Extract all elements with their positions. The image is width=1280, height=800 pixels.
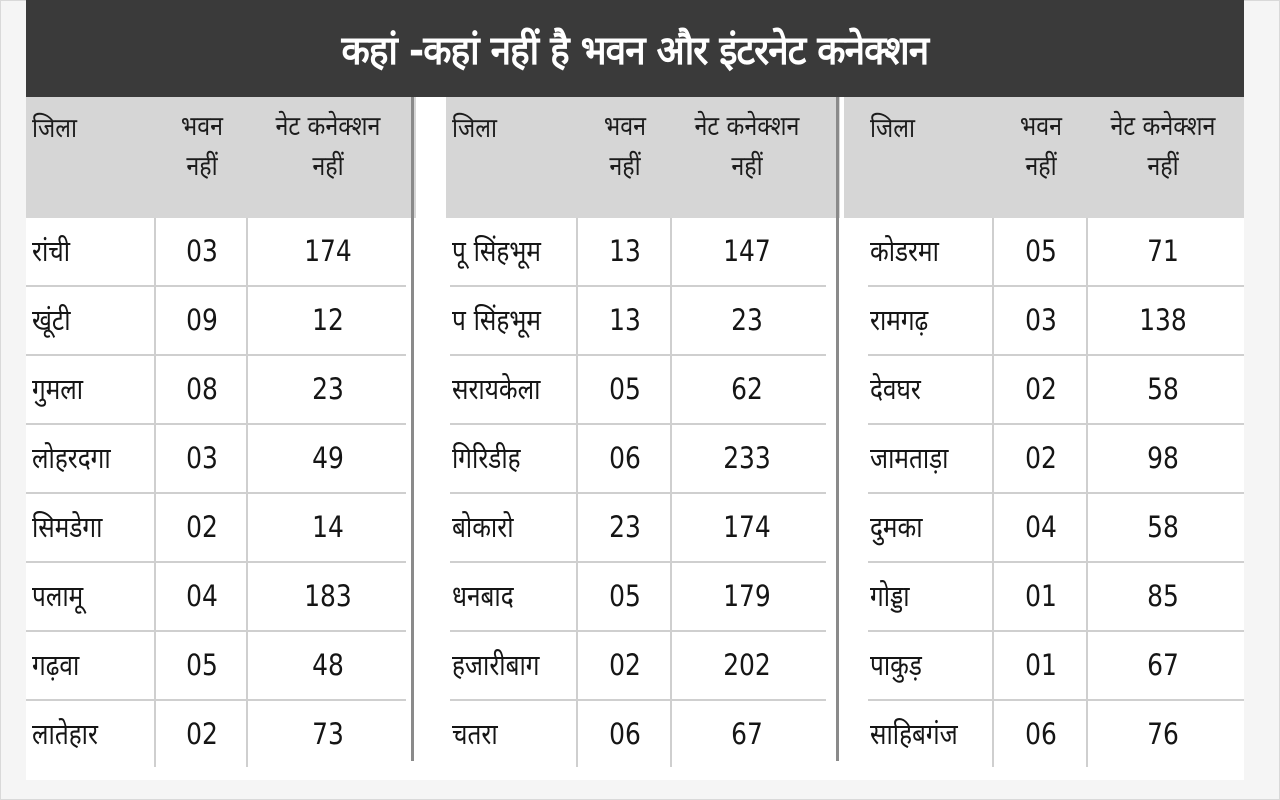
no-net-count: 98 <box>1147 441 1179 475</box>
district-name: दुमका <box>870 510 923 544</box>
table-row <box>26 563 406 632</box>
no-net-count: 174 <box>723 510 771 544</box>
district-name: पू सिंहभूम <box>452 234 541 268</box>
table-row <box>450 287 826 356</box>
no-net-count: 73 <box>312 717 344 751</box>
header-district: जिला <box>452 113 498 144</box>
title-bar <box>26 0 1244 97</box>
no-building-count: 06 <box>609 441 641 475</box>
district-name: देवघर <box>870 372 921 406</box>
table-row <box>26 425 406 494</box>
no-net-count: 67 <box>1147 648 1179 682</box>
header-building-line2: नहीं <box>1025 151 1057 182</box>
no-building-count: 02 <box>186 717 218 751</box>
table-row <box>450 218 826 287</box>
no-net-count: 76 <box>1147 717 1179 751</box>
district-name: सरायकेला <box>452 372 541 406</box>
table-row <box>868 494 1244 563</box>
no-net-count: 62 <box>731 372 763 406</box>
district-name: रांची <box>32 234 71 268</box>
district-name: गिरिडीह <box>452 441 521 475</box>
table-row <box>450 701 826 770</box>
table-row <box>26 494 406 563</box>
no-net-count: 48 <box>312 648 344 682</box>
district-name: खूंटी <box>32 303 71 337</box>
table-header <box>446 97 840 218</box>
header-building-line2: नहीं <box>186 151 218 182</box>
page-title: कहां -कहां नहीं है भवन और इंटरनेट कनेक्शन <box>341 28 929 74</box>
no-building-count: 05 <box>609 372 641 406</box>
no-building-count: 03 <box>186 441 218 475</box>
no-building-count: 05 <box>186 648 218 682</box>
panel-divider <box>411 97 414 761</box>
panel-divider <box>836 97 839 761</box>
district-name: धनबाद <box>452 579 514 613</box>
no-building-count: 05 <box>1025 234 1057 268</box>
no-building-count: 23 <box>609 510 641 544</box>
district-name: कोडरमा <box>870 234 939 268</box>
header-building-line1: भवन <box>603 111 647 142</box>
table-row <box>868 356 1244 425</box>
no-net-count: 14 <box>312 510 344 544</box>
no-net-count: 23 <box>312 372 344 406</box>
table-row <box>26 356 406 425</box>
table-row <box>26 632 406 701</box>
no-net-count: 183 <box>304 579 352 613</box>
header-building-line2: नहीं <box>609 151 641 182</box>
header-net-line1: नेट कनेक्शन <box>275 111 381 142</box>
no-net-count: 67 <box>731 717 763 751</box>
no-building-count: 08 <box>186 372 218 406</box>
header-net-line1: नेट कनेक्शन <box>1110 111 1216 142</box>
district-name: पाकुड़ <box>870 648 922 682</box>
table-body <box>26 218 406 770</box>
table-body <box>450 218 826 770</box>
no-building-count: 03 <box>1025 303 1057 337</box>
district-name: गोड्डा <box>870 579 910 613</box>
no-net-count: 138 <box>1139 303 1187 337</box>
header-net-line2: नहीं <box>731 151 763 182</box>
district-name: गुमला <box>32 372 84 406</box>
table-row <box>868 563 1244 632</box>
district-name: रामगढ़ <box>870 303 929 337</box>
no-building-count: 05 <box>609 579 641 613</box>
table-panel <box>26 97 416 767</box>
district-name: बोकारो <box>452 510 514 544</box>
no-building-count: 01 <box>1025 579 1057 613</box>
table-row <box>450 563 826 632</box>
table-row <box>450 632 826 701</box>
table-row <box>26 218 406 287</box>
no-building-count: 02 <box>1025 441 1057 475</box>
table-row <box>868 632 1244 701</box>
table-row <box>868 701 1244 770</box>
no-building-count: 06 <box>609 717 641 751</box>
district-name: लोहरदगा <box>32 441 111 475</box>
header-net-line1: नेट कनेक्शन <box>694 111 800 142</box>
no-net-count: 71 <box>1147 234 1179 268</box>
table-row <box>450 356 826 425</box>
no-net-count: 58 <box>1147 510 1179 544</box>
no-building-count: 01 <box>1025 648 1057 682</box>
header-building-line1: भवन <box>1019 111 1063 142</box>
table-row <box>26 701 406 770</box>
district-name: जामताड़ा <box>870 441 949 475</box>
header-net-line2: नहीं <box>1147 151 1179 182</box>
no-net-count: 174 <box>304 234 352 268</box>
no-building-count: 02 <box>609 648 641 682</box>
no-net-count: 49 <box>312 441 344 475</box>
district-name: हजारीबाग <box>452 648 540 682</box>
table-row <box>26 287 406 356</box>
table-row <box>450 494 826 563</box>
no-net-count: 147 <box>723 234 771 268</box>
district-name: चतरा <box>452 717 498 751</box>
no-building-count: 03 <box>186 234 218 268</box>
no-building-count: 13 <box>609 234 641 268</box>
district-name: लातेहार <box>32 717 98 751</box>
no-building-count: 13 <box>609 303 641 337</box>
district-name: गढ़वा <box>32 648 80 682</box>
no-net-count: 233 <box>723 441 771 475</box>
no-net-count: 85 <box>1147 579 1179 613</box>
district-name: प सिंहभूम <box>452 303 541 337</box>
no-building-count: 04 <box>1025 510 1057 544</box>
no-building-count: 06 <box>1025 717 1057 751</box>
table-row <box>450 425 826 494</box>
no-net-count: 23 <box>731 303 763 337</box>
no-net-count: 58 <box>1147 372 1179 406</box>
no-building-count: 02 <box>1025 372 1057 406</box>
no-net-count: 12 <box>312 303 344 337</box>
table-row <box>868 287 1244 356</box>
table-row <box>868 425 1244 494</box>
district-name: पलामू <box>32 579 84 613</box>
district-name: सिमडेगा <box>32 510 103 544</box>
no-net-count: 202 <box>723 648 771 682</box>
table-header <box>844 97 1244 218</box>
header-building-line1: भवन <box>180 111 224 142</box>
no-building-count: 02 <box>186 510 218 544</box>
district-name: साहिबगंज <box>870 717 958 751</box>
no-building-count: 04 <box>186 579 218 613</box>
table-panel <box>416 97 840 767</box>
table-header <box>26 97 416 218</box>
no-net-count: 179 <box>723 579 771 613</box>
table-row <box>868 218 1244 287</box>
header-net-line2: नहीं <box>312 151 344 182</box>
table-panel <box>840 97 1244 767</box>
header-district: जिला <box>870 113 916 144</box>
header-district: जिला <box>32 113 78 144</box>
no-building-count: 09 <box>186 303 218 337</box>
table-body <box>868 218 1244 770</box>
